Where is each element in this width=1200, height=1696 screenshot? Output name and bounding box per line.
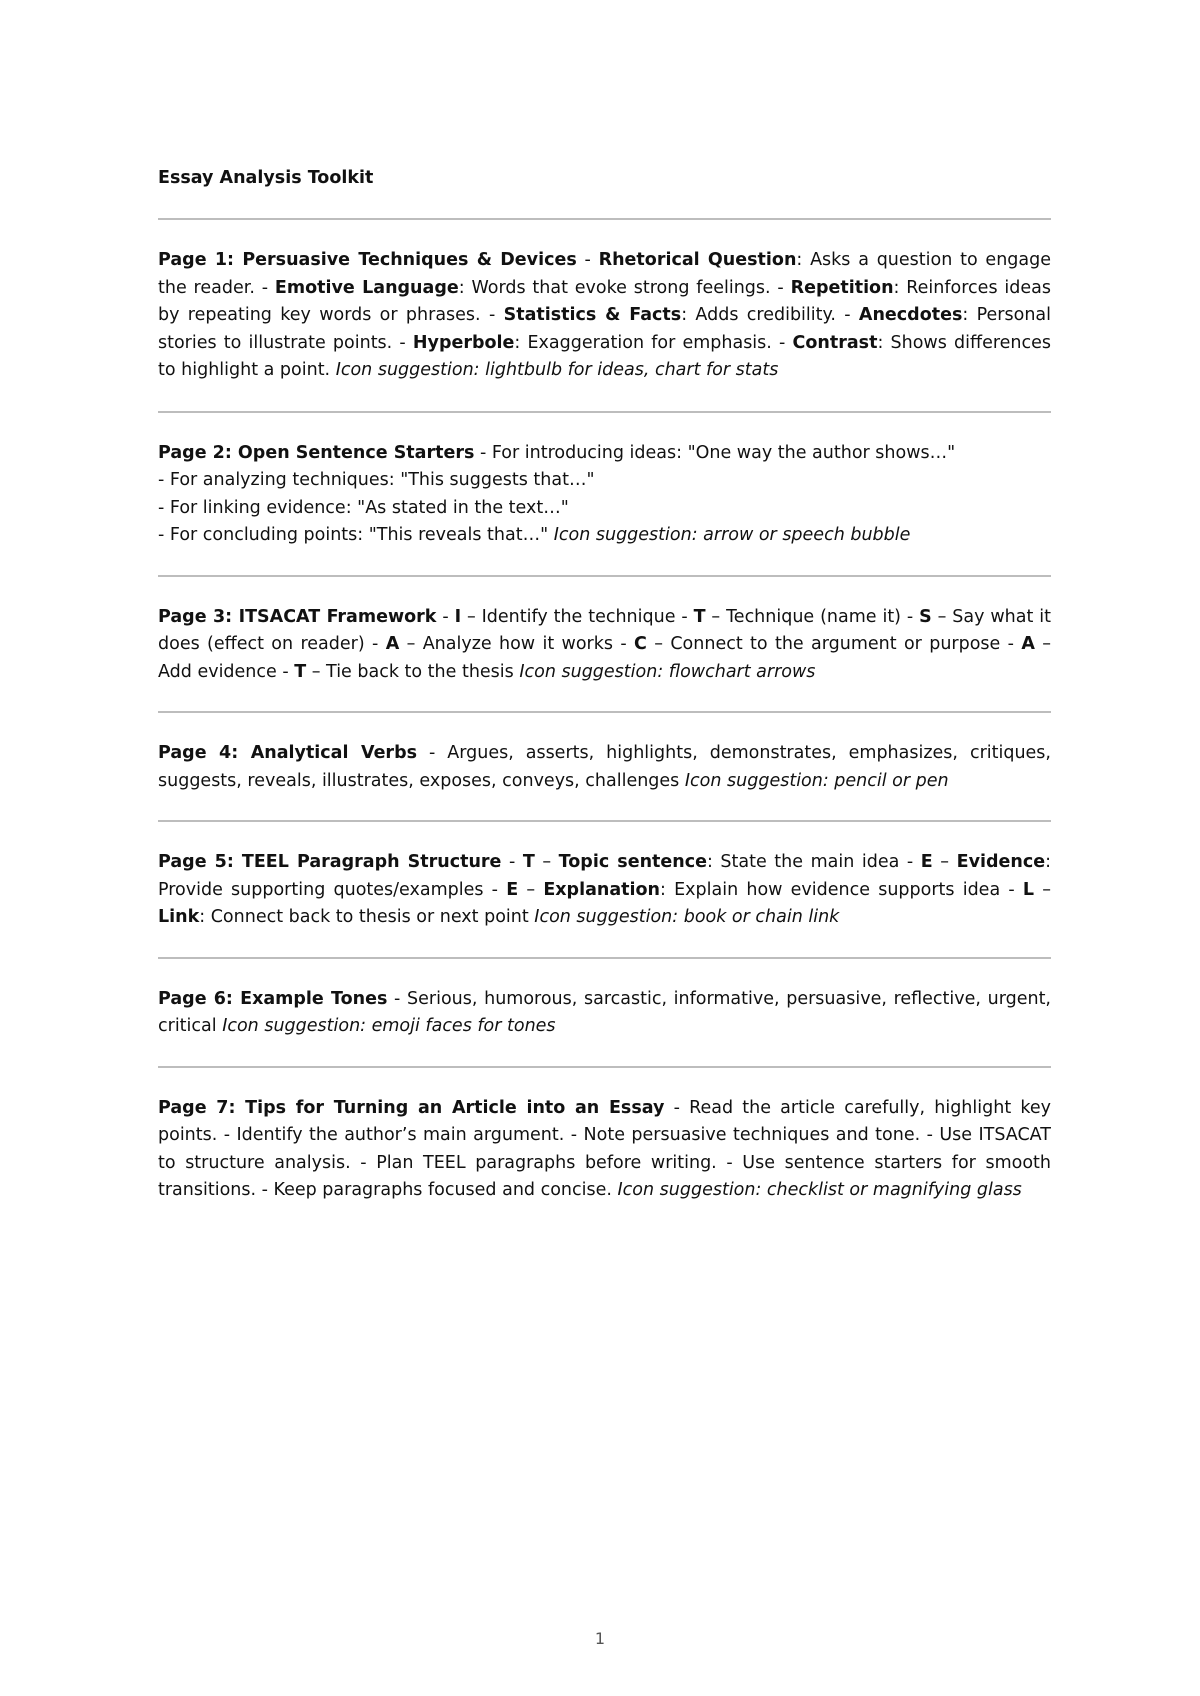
- text-run: : Personal stories to illustrate points. -: [158, 305, 1052, 353]
- text-run: - For linking evidence: "As stated in the text…": [158, 497, 569, 518]
- section-divider: [158, 711, 1051, 713]
- page-number: 1: [594, 1629, 606, 1648]
- text-run: : Shows differences to highlight a point.: [158, 332, 1052, 380]
- text-run: : Connect back to thesis or next point: [199, 907, 535, 927]
- text-run: - Serious, humorous, sarcastic, informative, persuasive, reflective, urgent, critical: [158, 988, 1051, 1036]
- section-page-3: [158, 604, 1051, 687]
- icon-suggestion: Icon suggestion: book or chain link: [534, 907, 840, 927]
- text-run: : Explain how evidence supports idea -: [660, 879, 1023, 900]
- icon-suggestion: Icon suggestion: flowchart arrows: [519, 661, 816, 682]
- bold-term: A: [385, 634, 400, 654]
- bold-term: Explanation: [543, 879, 661, 900]
- section-divider: [158, 575, 1051, 577]
- text-run: -: [436, 606, 455, 627]
- bold-term: S: [919, 606, 932, 627]
- text-run: – Analyze how it works -: [399, 634, 635, 654]
- section-page-4: [158, 740, 1051, 795]
- bold-term: E: [920, 852, 933, 872]
- icon-suggestion: Icon suggestion: checklist or magnifying glass: [617, 1180, 1022, 1200]
- text-run: : Provide supporting quotes/examples -: [158, 852, 1051, 900]
- icon-suggestion: Icon suggestion: lightbulb for ideas, chart for stats: [335, 360, 779, 380]
- text-run: – Connect to the argument or purpose -: [646, 634, 1022, 654]
- text-run: : Exaggeration for emphasis. -: [514, 332, 793, 353]
- text-run: - Read the article carefully, highlight key points. - Identify the author’s main argument. - Note persuasive techniques and tone. - Use ITSACAT to structure analysis. - Plan TEEL paragraphs before writing. - Use sentence starters for smooth transitions. - Keep paragraphs focused and concise.: [158, 1097, 1052, 1200]
- text-run: : Words that evoke strong feelings. -: [458, 277, 791, 298]
- section-page-6: [158, 986, 1051, 1041]
- text-run: –: [518, 879, 544, 900]
- section-page-2: [158, 440, 1051, 550]
- bold-term: Emotive Language: [274, 277, 459, 298]
- text-run: : Reinforces ideas by repeating key words or phrases. -: [158, 277, 1051, 325]
- bold-term: T: [693, 606, 706, 627]
- section-divider: [158, 957, 1051, 959]
- bold-term: E: [506, 879, 519, 900]
- bold-term: Page 5: TEEL Paragraph Structure: [158, 852, 502, 872]
- bold-term: Page 6: Example Tones: [158, 988, 388, 1009]
- bold-term: A: [1021, 634, 1035, 654]
- text-run: – Add evidence -: [158, 634, 1051, 682]
- section-divider: [158, 820, 1051, 822]
- bold-term: L: [1022, 879, 1035, 900]
- section-page-5: [158, 849, 1051, 932]
- text-run: –: [1034, 879, 1051, 900]
- icon-suggestion: Icon suggestion: pencil or pen: [684, 770, 949, 791]
- text-run: – Technique (name it) -: [705, 606, 920, 627]
- section-divider: [158, 218, 1051, 220]
- bold-term: Hyperbole: [412, 332, 515, 353]
- section-page-7: [158, 1095, 1051, 1205]
- text-run: –: [534, 852, 559, 872]
- text-run: – Say what it does (effect on reader) -: [158, 606, 1051, 654]
- bold-term: T: [294, 661, 307, 682]
- text-run: - For introducing ideas: "One way the author shows…": [474, 442, 956, 463]
- text-run: - Argues, asserts, highlights, demonstrates, emphasizes, critiques, suggests, reveals, illustrates, exposes, conveys, challenges: [158, 743, 1051, 791]
- text-run: - For analyzing techniques: "This suggests that…": [158, 470, 595, 490]
- text-run: - For concluding points: "This reveals that…": [158, 525, 554, 545]
- bold-term: Page 4: Analytical Verbs: [158, 743, 418, 763]
- text-run: : Adds credibility. -: [681, 305, 859, 325]
- text-run: -: [501, 852, 523, 872]
- bold-term: Anecdotes: [858, 305, 963, 325]
- bold-term: Page 3: ITSACAT Framework: [158, 606, 437, 627]
- text-run: – Identify the technique -: [461, 606, 694, 627]
- icon-suggestion: Icon suggestion: emoji faces for tones: [222, 1016, 556, 1036]
- text-run: -: [576, 250, 599, 270]
- bold-term: Page 1: Persuasive Techniques & Devices: [158, 250, 577, 270]
- icon-suggestion: Icon suggestion: arrow or speech bubble: [553, 525, 911, 545]
- bold-term: I: [454, 606, 462, 627]
- bold-term: Rhetorical Question: [598, 250, 797, 270]
- bold-term: T: [522, 852, 535, 872]
- document-title: Essay Analysis Toolkit: [158, 168, 374, 188]
- text-run: : State the main idea -: [706, 852, 921, 872]
- bold-term: Page 7: Tips for Turning an Article into an Essay: [158, 1097, 665, 1118]
- bold-term: Link: [158, 907, 200, 927]
- bold-term: Contrast: [792, 332, 878, 353]
- text-run: – Tie back to the thesis: [306, 661, 520, 682]
- section-divider: [158, 411, 1051, 413]
- bold-term: Topic sentence: [558, 852, 707, 872]
- bold-term: Statistics & Facts: [503, 305, 682, 325]
- document-page: [158, 160, 1051, 1205]
- bold-term: Evidence: [956, 852, 1046, 872]
- section-page-1: [158, 247, 1051, 385]
- text-run: –: [932, 852, 957, 872]
- bold-term: Repetition: [790, 277, 894, 298]
- text-run: : Asks a question to engage the reader. -: [158, 250, 1051, 298]
- section-divider: [158, 1066, 1051, 1068]
- bold-term: Page 2: Open Sentence Starters: [158, 442, 475, 463]
- bold-term: C: [634, 634, 647, 654]
